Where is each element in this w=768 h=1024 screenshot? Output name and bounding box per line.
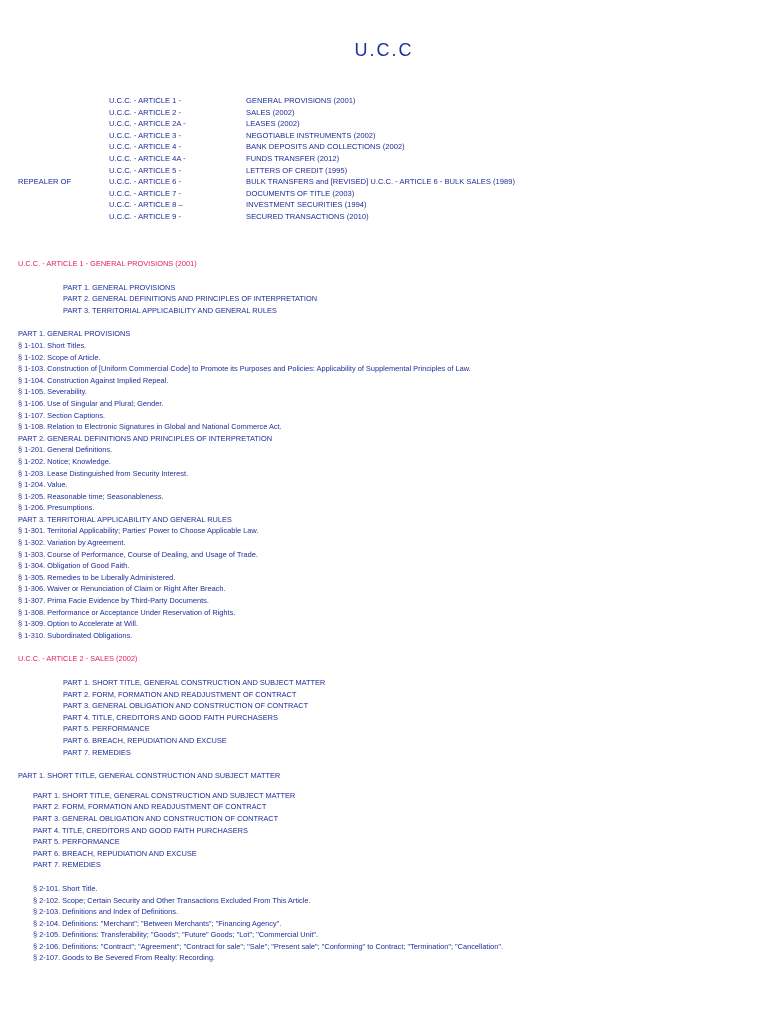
section-entry: § 1-305. Remedies to be Liberally Administered.	[18, 572, 176, 582]
index-row-prefix: REPEALER OF	[18, 177, 72, 187]
index-row-description[interactable]: SALES (2002)	[246, 107, 295, 117]
section-entry: § 1-205. Reasonable time; Seasonableness.	[18, 491, 164, 501]
part-link: PART 3. GENERAL OBLIGATION AND CONSTRUCTION OF CONTRACT	[33, 813, 279, 823]
section-entry: § 2-105. Definitions: Transferability; "Goods"; "Future" Goods; "Lot"; "Commercial Unit".	[33, 930, 319, 940]
article-1-sections-list	[0, 328, 768, 641]
index-row	[0, 141, 768, 153]
part-link: PART 1. GENERAL PROVISIONS	[63, 282, 176, 292]
article-2-heading: U.C.C. - ARTICLE 2 - SALES (2002)	[18, 654, 138, 664]
index-row-description[interactable]: LEASES (2002)	[246, 119, 300, 129]
section-entry: § 1-304. Obligation of Good Faith.	[18, 561, 130, 571]
part-link: PART 4. TITLE, CREDITORS AND GOOD FAITH PURCHASERS	[63, 712, 278, 722]
index-row-description[interactable]: SECURED TRANSACTIONS (2010)	[246, 211, 369, 221]
part-link: PART 7. REMEDIES	[63, 747, 131, 757]
section-entry: § 1-308. Performance or Acceptance Under Reservation of Rights.	[18, 607, 236, 617]
section-entry: § 1-302. Variation by Agreement.	[18, 538, 126, 548]
part-link: PART 1. SHORT TITLE, GENERAL CONSTRUCTION AND SUBJECT MATTER	[63, 678, 326, 687]
article-2-part-1-heading: PART 1. SHORT TITLE, GENERAL CONSTRUCTION AND SUBJECT MATTER	[18, 771, 281, 781]
article-1-heading: U.C.C. - ARTICLE 1 - GENERAL PROVISIONS (2001)	[18, 259, 197, 268]
index-row-description[interactable]: INVESTMENT SECURITIES (1994)	[246, 200, 367, 210]
section-entry: PART 1. GENERAL PROVISIONS	[18, 329, 131, 339]
index-row-description[interactable]: FUNDS TRANSFER (2012)	[246, 153, 340, 163]
index-row-description[interactable]: BULK TRANSFERS and [REVISED] U.C.C. - ARTICLE 6 - BULK SALES (1989)	[246, 177, 515, 187]
article-index	[0, 95, 768, 223]
index-row	[0, 188, 768, 200]
section-entry: § 1-202. Notice; Knowledge.	[18, 456, 111, 466]
section-entry: § 1-104. Construction Against Implied Repeal.	[18, 375, 169, 385]
index-row-description[interactable]: DOCUMENTS OF TITLE (2003)	[246, 188, 355, 198]
index-row	[0, 130, 768, 142]
part-link: PART 5. PERFORMANCE	[63, 724, 150, 734]
part-link: PART 2. FORM, FORMATION AND READJUSTMENT OF CONTRACT	[63, 689, 297, 699]
part-link: PART 3. GENERAL OBLIGATION AND CONSTRUCTION OF CONTRACT	[63, 701, 309, 711]
section-entry: § 2-104. Definitions: "Merchant"; "Between Merchants"; "Financing Agency".	[33, 918, 282, 928]
index-row-article[interactable]: U.C.C. - ARTICLE 8 –	[109, 200, 183, 210]
section-entry: § 2-101. Short Title.	[33, 883, 98, 893]
section-entry: § 1-303. Course of Performance, Course of Dealing, and Usage of Trade.	[18, 549, 258, 559]
section-entry: § 1-309. Option to Accelerate at Will.	[18, 619, 138, 629]
section-entry: § 1-101. Short Titles.	[18, 340, 87, 350]
index-row	[0, 199, 768, 211]
index-row-article[interactable]: U.C.C. - ARTICLE 4 -	[109, 142, 182, 152]
section-entry: § 2-103. Definitions and Index of Definitions.	[33, 907, 179, 917]
section-entry: § 2-106. Definitions: "Contract"; "Agreement"; "Contract for sale"; "Sale"; "Present sale"; "Conforming" to Contract; "Termination"; "Cancellation".	[33, 941, 504, 951]
article-2-parts-repeat-list	[0, 790, 768, 871]
section-entry: § 1-103. Construction of [Uniform Commercial Code] to Promote its Purposes and Policies: Applicability of Supplemental Principles of Law.	[18, 364, 471, 374]
index-row-article[interactable]: U.C.C. - ARTICLE 2A -	[109, 119, 186, 129]
part-link: PART 6. BREACH, REPUDIATION AND EXCUSE	[63, 735, 227, 745]
section-entry: PART 3. TERRITORIAL APPLICABILITY AND GENERAL RULES	[18, 514, 232, 524]
section-entry: § 1-107. Section Captions.	[18, 410, 106, 420]
part-link: PART 2. FORM, FORMATION AND READJUSTMENT OF CONTRACT	[33, 802, 267, 812]
section-entry: PART 2. GENERAL DEFINITIONS AND PRINCIPLES OF INTERPRETATION	[18, 433, 273, 443]
section-entry: § 1-105. Severability.	[18, 387, 87, 397]
part-link: PART 3. TERRITORIAL APPLICABILITY AND GENERAL RULES	[63, 305, 277, 315]
index-row-article[interactable]: U.C.C. - ARTICLE 4A -	[109, 153, 186, 163]
section-entry: § 1-307. Prima Facie Evidence by Third-Party Documents.	[18, 596, 209, 606]
section-entry: § 1-203. Lease Distinguished from Security Interest.	[18, 468, 189, 478]
section-entry: § 1-301. Territorial Applicability; Parties' Power to Choose Applicable Law.	[18, 526, 259, 536]
part-link: PART 6. BREACH, REPUDIATION AND EXCUSE	[33, 848, 197, 858]
article-2-parts-list	[0, 677, 768, 758]
index-row	[0, 211, 768, 223]
index-row	[0, 165, 768, 177]
part-link: PART 5. PERFORMANCE	[33, 837, 120, 847]
section-entry: § 2-102. Scope; Certain Security and Other Transactions Excluded From This Article.	[33, 895, 311, 905]
section-entry: § 1-206. Presumptions.	[18, 503, 95, 513]
index-row-description[interactable]: BANK DEPOSITS AND COLLECTIONS (2002)	[246, 142, 405, 152]
section-entry: § 1-102. Scope of Article.	[18, 352, 101, 362]
index-row-description[interactable]: GENERAL PROVISIONS (2001)	[246, 96, 356, 105]
index-row-article[interactable]: U.C.C. - ARTICLE 3 -	[109, 130, 182, 140]
index-row	[0, 176, 768, 188]
section-entry: § 1-306. Waiver or Renunciation of Claim or Right After Breach.	[18, 584, 226, 594]
article-1-parts-list	[0, 282, 768, 317]
document-title: U.C.C	[354, 40, 414, 60]
part-link: PART 4. TITLE, CREDITORS AND GOOD FAITH PURCHASERS	[33, 825, 248, 835]
index-row-article[interactable]: U.C.C. - ARTICLE 2 -	[109, 107, 182, 117]
index-row	[0, 107, 768, 119]
section-entry: § 1-106. Use of Singular and Plural; Gender.	[18, 398, 164, 408]
part-link: PART 1. SHORT TITLE, GENERAL CONSTRUCTION AND SUBJECT MATTER	[33, 790, 296, 800]
index-row-description[interactable]: LETTERS OF CREDIT (1995)	[246, 165, 348, 175]
section-entry: § 1-201. General Definitions.	[18, 445, 113, 455]
index-row-article[interactable]: U.C.C. - ARTICLE 9 -	[109, 211, 182, 221]
index-row-article[interactable]: U.C.C. - ARTICLE 5 -	[109, 165, 182, 175]
index-row	[0, 95, 768, 107]
section-entry: § 1-310. Subordinated Obligations.	[18, 630, 133, 640]
section-entry: § 2-107. Goods to Be Severed From Realty: Recording.	[33, 953, 215, 963]
part-link: PART 7. REMEDIES	[33, 860, 101, 870]
index-row	[0, 118, 768, 130]
section-entry: § 1-204. Value.	[18, 480, 68, 490]
index-row-description[interactable]: NEGOTIABLE INSTRUMENTS (2002)	[246, 130, 376, 140]
part-link: PART 2. GENERAL DEFINITIONS AND PRINCIPLES OF INTERPRETATION	[63, 294, 318, 304]
index-row-article[interactable]: U.C.C. - ARTICLE 7 -	[109, 188, 182, 198]
index-row	[0, 153, 768, 165]
index-row-article[interactable]: U.C.C. - ARTICLE 6 -	[109, 177, 182, 187]
index-row-article[interactable]: U.C.C. - ARTICLE 1 -	[109, 96, 182, 105]
article-2-sections-list	[0, 883, 768, 964]
document-body	[0, 258, 768, 964]
section-entry: § 1-108. Relation to Electronic Signatures in Global and National Commerce Act.	[18, 422, 282, 432]
